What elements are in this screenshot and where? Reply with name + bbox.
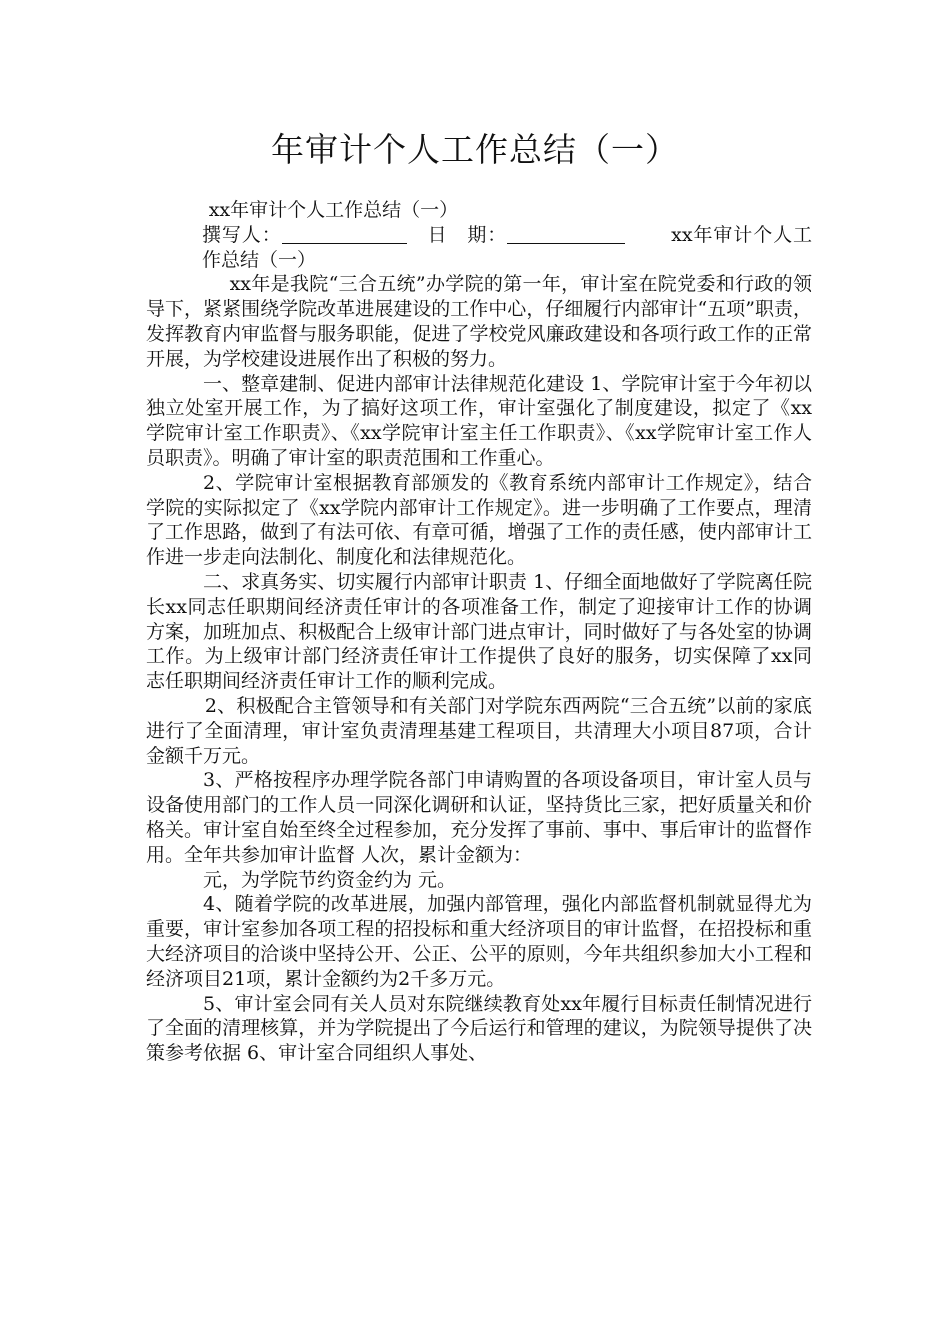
date-label: 日 期：	[427, 223, 508, 246]
paragraph: 二、求真务实、切实履行内部审计职责 1、仔细全面地做好了学院离任院长xx同志任职期间经济责任审计的各项准备工作，制定了迎接审计工作的协调方案，加班加点、积极配合上级审计部门进点审计，同时做好了与各处室的协调工作。为上级审计部门经济责任审计工作提供了良好的服务，切实保障了xx同志任职期间经济责任审计工作的顺利完成。	[146, 570, 812, 693]
document-subtitle: xx年审计个人工作总结（一）	[208, 199, 459, 221]
document-title: 年审计个人工作总结（一）	[271, 130, 679, 169]
paragraph: xx年是我院“三合五统”办学院的第一年，审计室在院党委和行政的领导下，紧紧围绕学院改革进展建设的工作中心，仔细履行内部审计“五项”职责，发挥教育内审监督与服务职能，促进了学校党风廉政建设和各项行政工作的正常开展，为学校建设进展作出了积极的努力。	[146, 273, 812, 370]
author-blank	[282, 225, 407, 244]
meta-line	[146, 223, 812, 273]
date-blank	[507, 225, 625, 244]
paragraph: 4、随着学院的改革进展，加强内部管理，强化内部监督机制就显得尤为重要，审计室参加各项工程的招投标和重大经济项目的审计监督，在招投标和重大经济项目的洽谈中坚持公开、公正、公平的原则，今年共组织参加大小工程和经济项目21项，累计金额约为2千多万元。	[146, 893, 812, 990]
paragraph: 2、学院审计室根据教育部颁发的《教育系统内部审计工作规定》，结合学院的实际拟定了《xx学院内部审计工作规定》。进一步明确了工作要点，理清了工作思路，做到了有法可依、有章可循，增强了工作的责任感，使内部审计工作进一步走向法制化、制度化和法律规范化。	[146, 471, 812, 569]
paragraph: 3、严格按程序办理学院各部门申请购置的各项设备项目，审计室人员与设备使用部门的工作人员一同深化调研和认证，坚持货比三家，把好质量关和价格关。审计室自始至终全过程参加，充分发挥了事前、事中、事后审计的监督作用。全年共参加审计监督 人次，累计金额为：	[146, 769, 812, 866]
document-body	[146, 198, 812, 1066]
paragraph: 5、审计室会同有关人员对东院继续教育处xx年履行目标责任制情况进行了全面的清理核算，并为学院提出了今后运行和管理的建议，为院领导提供了决策参考依据 6、审计室合同组织人事处、	[146, 992, 812, 1065]
meta-trailing: xx年审计个人工作总结（一）	[202, 223, 812, 271]
paragraph: 2、积极配合主管领导和有关部门对学院东西两院“三合五统”以前的家底进行了全面清理，审计室负责清理基建工程项目，共清理大小项目87项，合计金额千万元。	[146, 694, 812, 767]
author-label: 撰写人：	[202, 223, 282, 246]
paragraph: 元，为学院节约资金约为 元。	[203, 868, 457, 891]
paragraph: 一、整章建制、促进内部审计法律规范化建设 1、学院审计室于今年初以独立处室开展工作，为了搞好这项工作，审计室强化了制度建设，拟定了《xx学院审计室工作职责》、《xx学院审计室主任工作职责》、《xx学院审计室工作人员职责》。明确了审计室的职责范围和工作重心。	[146, 372, 812, 469]
